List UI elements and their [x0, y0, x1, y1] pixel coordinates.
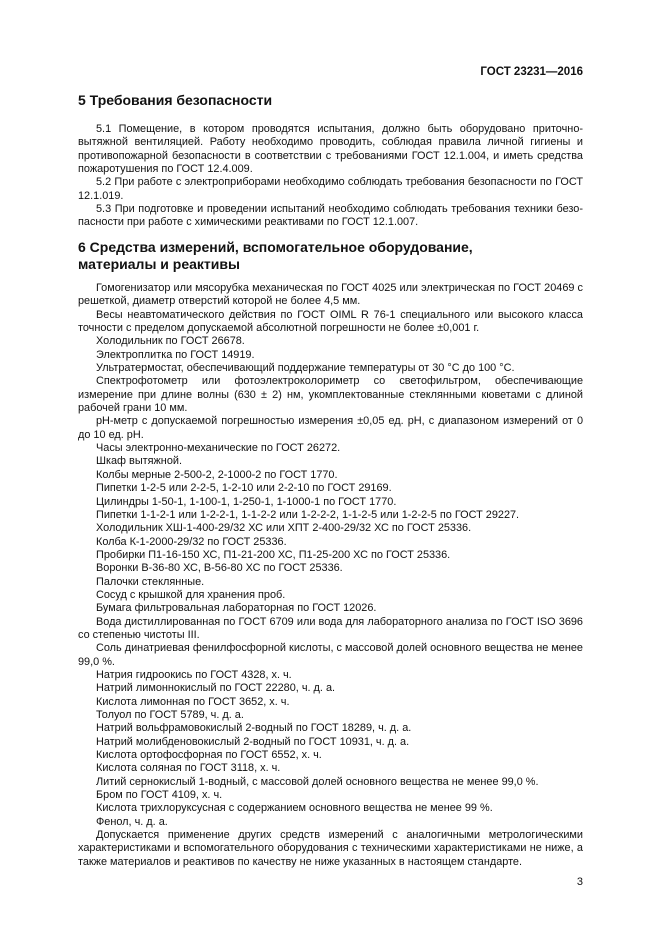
- paragraph: Сосуд с крышкой для хранения проб.: [96, 588, 286, 601]
- paragraph: Литий сернокислый 1-водный, с массовой долей основного вещества не менее 99,0 %.: [96, 775, 539, 788]
- paragraph: Пипетки 1-1-2-1 или 1-2-2-1, 1-1-2-2 или 1-2-2-2, 1-1-2-5 или 1-2-2-5 по ГОСТ 29227.: [96, 508, 520, 521]
- section-5: [78, 92, 583, 230]
- paragraph: Пробирки П1-16-150 ХС, П1-21-200 ХС, П1-25-200 ХС по ГОСТ 25336.: [96, 548, 451, 561]
- paragraph: 5.3 При подготовке и проведении испытаний необходимо соблюдать требования техники безопасности при работе с химическими реактивами по ГОСТ 12.1.007.: [78, 203, 583, 229]
- paragraph: Электроплитка по ГОСТ 14919.: [96, 348, 255, 361]
- section-5-body: [78, 123, 583, 230]
- paragraph: Натрий лимоннокислый по ГОСТ 22280, ч. д. а.: [96, 682, 336, 695]
- paragraph: Палочки стеклянные.: [96, 575, 205, 588]
- paragraph: pH-метр с допускаемой погрешностью измерения ±0,05 ед. pH, с диапазоном измерений от 0 до 10 ед. pH.: [78, 415, 583, 441]
- paragraph: Весы неавтоматического действия по ГОСТ OIML R 76-1 специального или высокого класса точности с пределом допускаемой абсолютной погрешности не более ±0,001 г.: [78, 308, 583, 335]
- paragraph: Вода дистиллированная по ГОСТ 6709 или вода для лабораторного анализа по ГОСТ ISO 3696 со степенью чистоты III.: [78, 615, 583, 641]
- page-number: 3: [576, 876, 583, 888]
- section-6-title-line2: материалы и реактивы: [78, 256, 240, 272]
- paragraph: Натрия гидроокись по ГОСТ 4328, х. ч.: [96, 668, 292, 681]
- paragraph: Колбы мерные 2-500-2, 2-1000-2 по ГОСТ 1770.: [96, 468, 338, 481]
- section-6-body: [78, 282, 583, 869]
- paragraph: Холодильник по ГОСТ 26678.: [96, 335, 245, 348]
- paragraph: Часы электронно-механические по ГОСТ 26272.: [96, 442, 341, 455]
- section-6-title-line1: 6 Средства измерений, вспомогательное оборудование,: [78, 239, 473, 255]
- paragraph: Шкаф вытяжной.: [96, 455, 182, 468]
- paragraph: Натрий вольфрамовокислый 2-водный по ГОСТ 18289, ч. д. а.: [96, 722, 412, 735]
- section-6: [78, 239, 583, 869]
- paragraph: 5.2 При работе с электроприборами необходимо соблюдать требования безопасности по ГОСТ 12.1.019.: [78, 176, 583, 202]
- paragraph: Пипетки 1-2-5 или 2-2-5, 1-2-10 или 2-2-10 по ГОСТ 29169.: [96, 482, 392, 495]
- paragraph: Фенол, ч. д. а.: [96, 815, 168, 828]
- paragraph: Кислота соляная по ГОСТ 3118, х. ч.: [96, 762, 281, 775]
- paragraph: 5.1 Помещение, в котором проводятся испытания, должно быть оборудовано приточно-вытяжной вентиляцией. Работу необходимо проводить, соблюдая правила личной гигиены и противопожарной безопасности в соответствии с требованиями ГОСТ 12.1.004, и иметь средства пожаротушения по ГОСТ 12.4.009.: [78, 123, 583, 176]
- paragraph: Гомогенизатор или мясорубка механическая по ГОСТ 4025 или электрическая по ГОСТ 20469 с решеткой, диаметр отверстий которой не более 4,5 мм.: [78, 282, 583, 308]
- paragraph: Колба К-1-2000-29/32 по ГОСТ 25336.: [96, 535, 287, 548]
- paragraph: Кислота ортофосфорная по ГОСТ 6552, х. ч.: [96, 749, 322, 762]
- paragraph: Бром по ГОСТ 4109, х. ч.: [96, 789, 223, 802]
- paragraph: Холодильник ХШ-1-400-29/32 ХС или ХПТ 2-400-29/32 ХС по ГОСТ 25336.: [96, 522, 472, 535]
- paragraph: Бумага фильтровальная лабораторная по ГОСТ 12026.: [96, 602, 377, 615]
- section-5-title: 5 Требования безопасности: [78, 92, 273, 108]
- paragraph: Натрий молибденовокислый 2-водный по ГОСТ 10931, ч. д. а.: [96, 735, 410, 748]
- paragraph: Соль динатриевая фенилфосфорной кислоты, с массовой долей основного вещества не менее 99,0 %.: [78, 642, 583, 668]
- paragraph: Воронки В-36-80 ХС, В-56-80 ХС по ГОСТ 25336.: [96, 562, 343, 575]
- paragraph: Кислота трихлоруксусная с содержанием основного вещества не менее 99 %.: [96, 802, 493, 815]
- paragraph: Спектрофотометр или фотоэлектроколориметр со светофильтром, обеспечивающие измерение при длине волны (630 ± 2) нм, укомплектованные стеклянными кюветами с длиной рабочей грани 10 мм.: [78, 375, 583, 415]
- paragraph: Толуол по ГОСТ 5789, ч. д. а.: [96, 709, 244, 721]
- paragraph: Цилиндры 1-50-1, 1-100-1, 1-250-1, 1-1000-1 по ГОСТ 1770.: [96, 495, 397, 508]
- paragraph: Допускается применение других средств измерений с аналогичными метрологическими характеристиками и вспомогательного оборудования с техническими характеристиками не ниже, а также материалов и реактивов по качеству не ниже указанных в настоящем стандарте.: [78, 829, 583, 868]
- paragraph: Ультратермостат, обеспечивающий поддержание температуры от 30 °С до 100 °С.: [96, 362, 515, 375]
- document-id: ГОСТ 23231—2016: [480, 66, 583, 78]
- paragraph: Кислота лимонная по ГОСТ 3652, х. ч.: [96, 695, 290, 708]
